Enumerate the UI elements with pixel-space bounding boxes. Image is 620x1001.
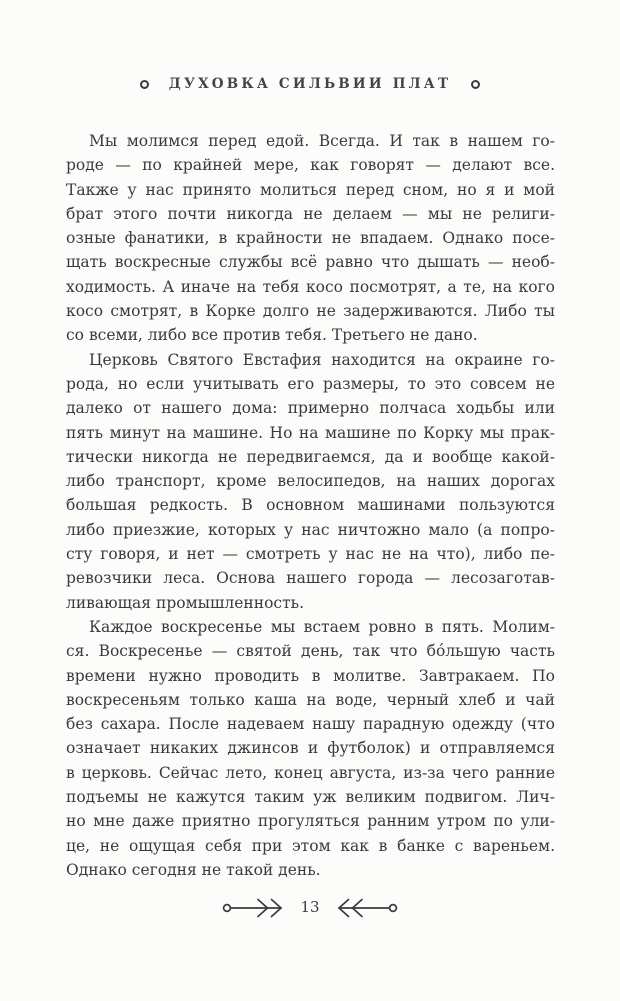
text-line: ся. Воскресенье — святой день, так что бо́льшую часть xyxy=(66,642,555,661)
text-line: в церковь. Сейчас лето, конец августа, из-за чего ранние xyxy=(66,763,555,782)
text-line: воскресеньям только каша на воде, черный хлеб и чай xyxy=(66,690,555,709)
running-header xyxy=(0,76,620,92)
text-line: косо смотрят, в Корке долго не задерживаются. Либо ты xyxy=(66,302,555,321)
text-line: либо транспорт, кроме велосипедов, на наших дорогах xyxy=(66,472,555,491)
arrow-right-ornament-icon xyxy=(222,896,286,920)
ring-ornament-left-icon xyxy=(140,80,149,89)
text-line: Мы молимся перед едой. Всегда. И так в нашем го- xyxy=(89,132,555,150)
text-line: без сахара. После надеваем нашу парадную одежду (что xyxy=(66,715,555,734)
text-line: подъемы не кажутся таким уж великим подвигом. Лич- xyxy=(66,788,555,807)
text-line: означает никаких джинсов и футболок) и отправляемся xyxy=(66,739,555,758)
text-line: ходимость. А иначе на тебя косо посмотрят, а те, на кого xyxy=(66,277,555,296)
page-number: 13 xyxy=(300,897,320,916)
paragraph xyxy=(66,129,555,348)
text-line: большая редкость. В основном машинами пользуются xyxy=(66,496,555,515)
text-line: щать воскресные службы всё равно что дышать — необ- xyxy=(66,253,555,272)
text-line: роде — по крайней мере, как говорят — делают все. xyxy=(66,156,555,175)
text-line: Также у нас принято молиться перед сном, но я и мой xyxy=(66,180,555,199)
text-line: тически никогда не передвигаемся, да и вообще какой- xyxy=(66,447,555,466)
text-line: озные фанатики, в крайности не впадаем. Однако посе- xyxy=(66,229,555,248)
text-line: Однако сегодня не такой день. xyxy=(66,860,321,879)
paragraph xyxy=(66,615,555,882)
text-line: Каждое воскресенье мы встаем ровно в пять. Молим- xyxy=(89,617,555,636)
paragraph xyxy=(66,348,555,615)
text-line: пять минут на машине. Но на машине по Корку мы прак- xyxy=(66,423,555,442)
arrow-left-ornament-icon xyxy=(334,896,398,920)
text-line: брат этого почти никогда не делаем — мы не религи- xyxy=(66,204,555,223)
text-line: Церковь Святого Евстафия находится на окраине го- xyxy=(89,350,555,369)
text-line: далеко от нашего дома: примерно полчаса ходьбы или xyxy=(66,399,555,418)
text-line: сту говоря, и нет — смотреть у нас не на что), либо пе- xyxy=(66,545,555,564)
text-line: но мне даже приятно прогуляться ранним утром по ули- xyxy=(66,812,555,831)
text-line: це, не ощущая себя при этом как в банке с вареньем. xyxy=(66,836,555,855)
chapter-title: ДУХОВКА СИЛЬВИИ ПЛАТ xyxy=(168,76,452,92)
ring-ornament-right-icon xyxy=(471,80,480,89)
text-line: ревозчики леса. Основа нашего города — лесозаготав- xyxy=(66,569,555,588)
text-line: ливающая промышленность. xyxy=(66,593,305,612)
page-text xyxy=(66,129,555,882)
page-footer xyxy=(0,896,620,920)
text-line: со всеми, либо все против тебя. Третьего не дано. xyxy=(66,326,478,345)
text-line: либо приезжие, которых у нас ничтожно мало (а попро- xyxy=(66,520,555,539)
text-line: рода, но если учитывать его размеры, то это совсем не xyxy=(66,374,555,393)
text-line: времени нужно проводить в молитве. Завтракаем. По xyxy=(66,666,555,685)
